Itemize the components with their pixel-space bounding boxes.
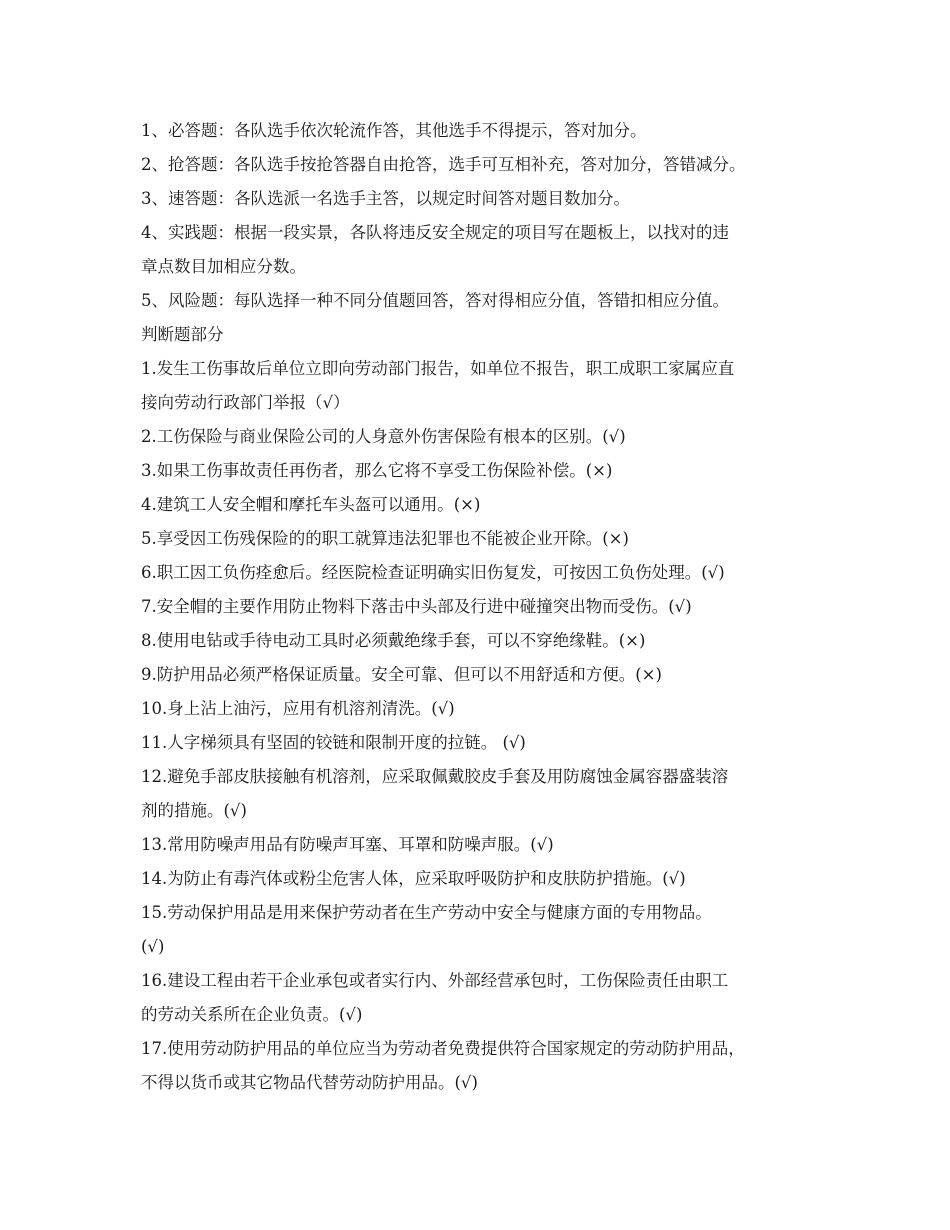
question-10: 10.身上沾上油污，应用有机溶剂清洗。(√) [141,699,455,718]
question-7: 7.安全帽的主要作用防止物料下落击中头部及行进中碰撞突出物而受伤。(√) [141,597,692,616]
question-13: 13.常用防噪声用品有防噪声耳塞、耳罩和防噪声服。(√) [141,835,554,854]
question-14: 14.为防止有毒汽体或粉尘危害人体，应采取呼吸防护和皮肤防护措施。(√) [141,869,686,888]
question-17-cont: 不得以货币或其它物品代替劳动防护用品。(√) [141,1073,478,1092]
question-4: 4.建筑工人安全帽和摩托车头盔可以通用。(×) [141,495,481,514]
question-2: 2.工伤保险与商业保险公司的人身意外伤害保险有根本的区别。(√) [141,427,626,446]
question-3: 3.如果工伤事故责任再伤者，那么它将不享受工伤保险补偿。(×) [141,461,613,480]
rule-line-3: 3、速答题：各队选派一名选手主答，以规定时间答对题目数加分。 [141,189,630,208]
question-1-cont: 接向劳动行政部门举报（√） [141,393,350,412]
question-15-cont: (√) [141,937,165,956]
document-body [141,114,821,1100]
rule-line-5: 5、风险题：每队选择一种不同分值题回答，答对得相应分值，答错扣相应分值。 [141,291,729,310]
question-5: 5.享受因工伤残保险的的职工就算违法犯罪也不能被企业开除。(×) [141,529,629,548]
question-16-cont: 的劳动关系所在企业负责。(√) [141,1005,363,1024]
question-12-cont: 剂的措施。(√) [141,801,247,820]
rule-line-4: 4、实践题：根据一段实景，各队将违反安全规定的项目写在题板上，以找对的违 [141,223,729,242]
question-16: 16.建设工程由若干企业承包或者实行内、外部经营承包时，工伤保险责任由职工 [141,971,729,990]
question-9: 9.防护用品必须严格保证质量。安全可靠、但可以不用舒适和方便。(×) [141,665,662,684]
question-12: 12.避免手部皮肤接触有机溶剂，应采取佩戴胶皮手套及用防腐蚀金属容器盛装溶 [141,767,729,786]
question-11: 11.人字梯须具有坚固的铰链和限制开度的拉链。 (√) [141,733,526,752]
question-6: 6.职工因工负伤痊愈后。经医院检查证明确实旧伤复发，可按因工负伤处理。(√) [141,563,725,582]
section-heading: 判断题部分 [141,325,224,344]
rule-line-2: 2、抢答题：各队选手按抢答器自由抢答，选手可互相补充，答对加分，答错减分。 [141,155,746,174]
rule-line-1: 1、必答题：各队选手依次轮流作答，其他选手不得提示，答对加分。 [141,121,647,140]
question-8: 8.使用电钻或手待电动工具时必须戴绝缘手套，可以不穿绝缘鞋。(×) [141,631,646,650]
question-17: 17.使用劳动防护用品的单位应当为劳动者免费提供符合国家规定的劳动防护用品， [141,1039,745,1058]
question-1: 1.发生工伤事故后单位立即向劳动部门报告，如单位不报告，职工成职工家属应直 [141,359,735,378]
question-15: 15.劳动保护用品是用来保护劳动者在生产劳动中安全与健康方面的专用物品。 [141,903,712,922]
rule-line-4-cont: 章点数目加相应分数。 [141,257,306,276]
